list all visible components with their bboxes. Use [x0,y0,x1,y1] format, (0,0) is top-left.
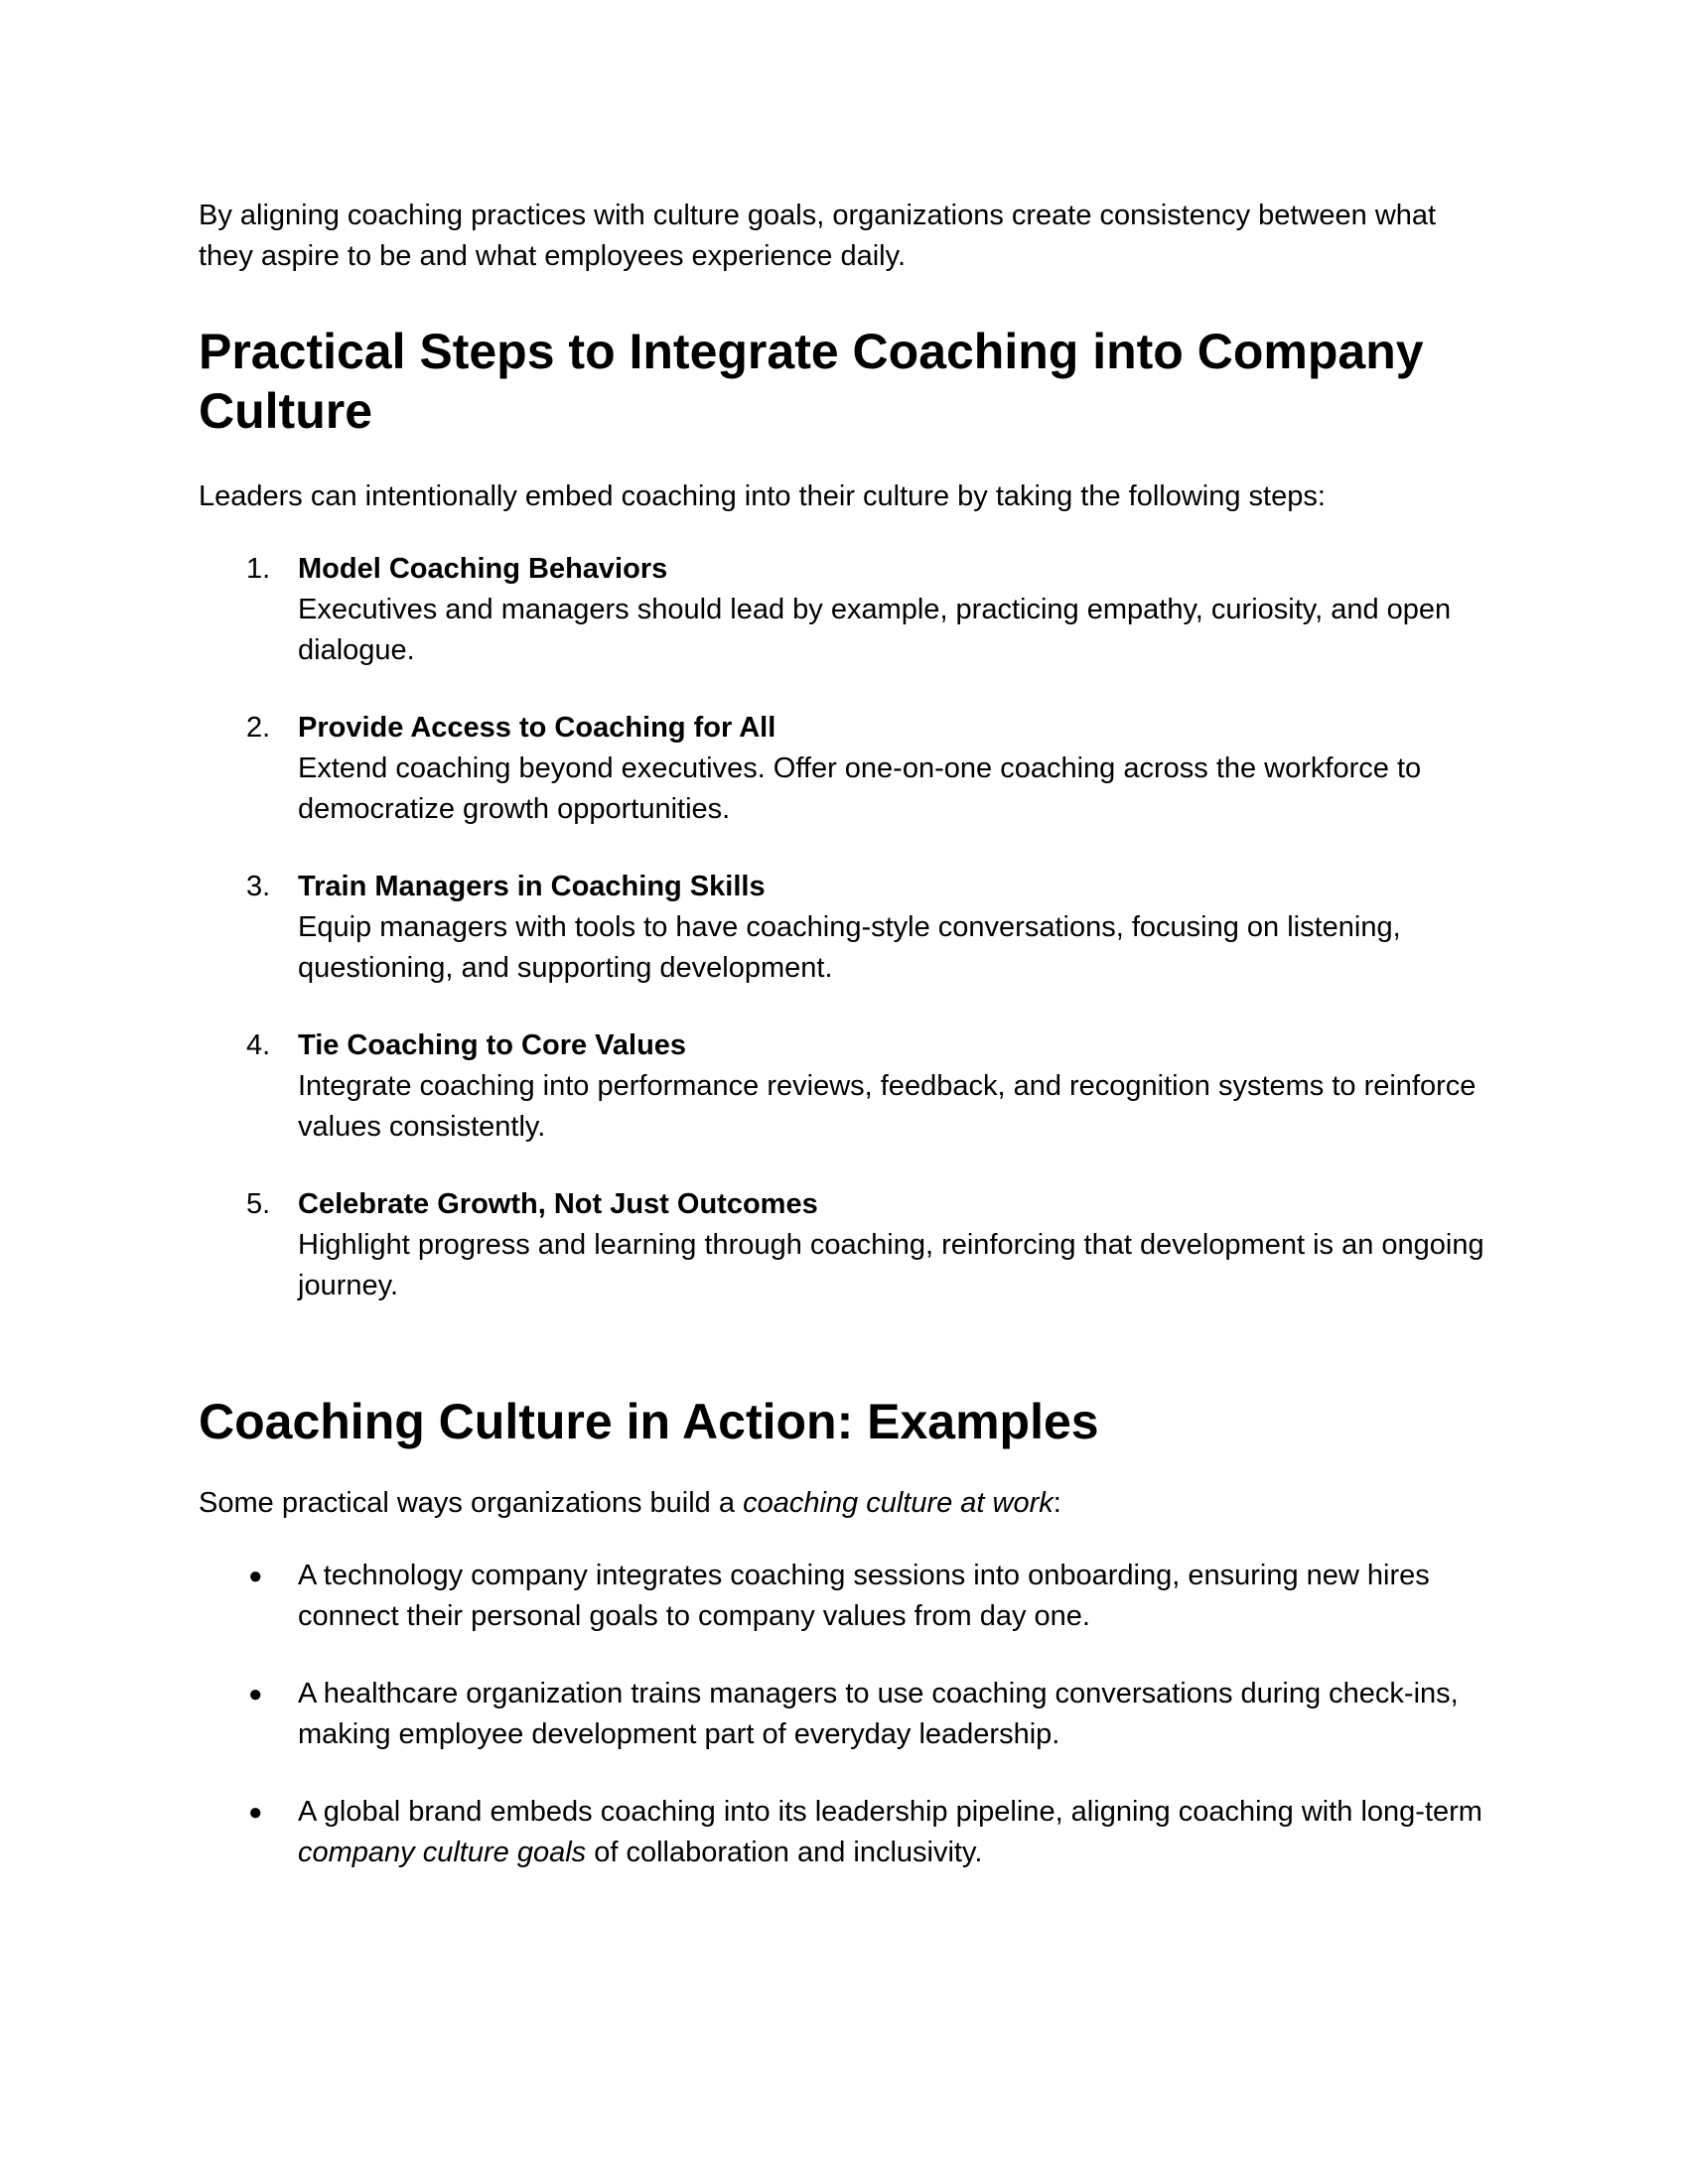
bullet-icon: ● [248,1799,263,1826]
list-number: 2. [246,712,271,744]
example-text-prefix: A global brand embeds coaching into its leadership pipeline, aligning coaching with long-term [298,1796,1482,1828]
step-description: Equip managers with tools to have coaching-style conversations, focusing on listening, questioning, and supporting development. [298,911,1401,984]
bullet-icon: ● [248,1681,263,1707]
example-text: A technology company integrates coaching sessions into onboarding, ensuring new hires connect their personal goals to company values from day one. [298,1560,1430,1632]
list-item [248,1556,1489,1637]
list-number: 3. [246,871,271,902]
step-description: Highlight progress and learning through coaching, reinforcing that development is an ongoing journey. [298,1229,1484,1301]
section-heading-practical-steps: Practical Steps to Integrate Coaching into Company Culture [199,324,1424,439]
step-description: Executives and managers should lead by example, practicing empathy, curiosity, and open dialogue. [298,594,1452,666]
intro-paragraph: By aligning coaching practices with culture goals, organizations create consistency between what they aspire to be and what employees experience daily. [199,200,1437,272]
step-description: Extend coaching beyond executives. Offer one-on-one coaching across the workforce to democratize growth opportunities. [298,752,1422,825]
list-item [246,708,1489,830]
step-description: Integrate coaching into performance reviews, feedback, and recognition systems to reinforce values consistently. [298,1070,1477,1143]
examples-lead-paragraph [199,1483,1489,1524]
section-heading-examples: Coaching Culture in Action: Examples [199,1394,1099,1449]
lead-prefix: Some practical ways organizations build a [199,1487,744,1519]
example-text: A healthcare organization trains managers to use coaching conversations during check-ins, making employee development part of everyday leadership. [298,1678,1459,1750]
list-item [246,549,1489,671]
example-text-suffix: of collaboration and inclusivity. [586,1837,983,1868]
lead-emphasis: coaching culture at work [743,1487,1054,1519]
list-item [246,1184,1489,1306]
example-text-emphasis: company culture goals [298,1837,587,1868]
list-number: 5. [246,1188,271,1220]
example-text [298,1792,1489,1873]
bullet-icon: ● [248,1563,263,1589]
list-item [248,1792,1489,1873]
step-title: Tie Coaching to Core Values [298,1029,687,1061]
step-title: Celebrate Growth, Not Just Outcomes [298,1188,818,1220]
step-title: Provide Access to Coaching for All [298,712,776,744]
step-title: Model Coaching Behaviors [298,553,668,585]
list-item [246,1025,1489,1148]
list-item [248,1674,1489,1755]
list-number: 1. [246,553,271,585]
section-lead-paragraph: Leaders can intentionally embed coaching into their culture by taking the following steps: [199,480,1326,512]
step-title: Train Managers in Coaching Skills [298,871,766,902]
lead-suffix: : [1053,1487,1061,1519]
list-item [246,867,1489,989]
list-number: 4. [246,1029,271,1061]
